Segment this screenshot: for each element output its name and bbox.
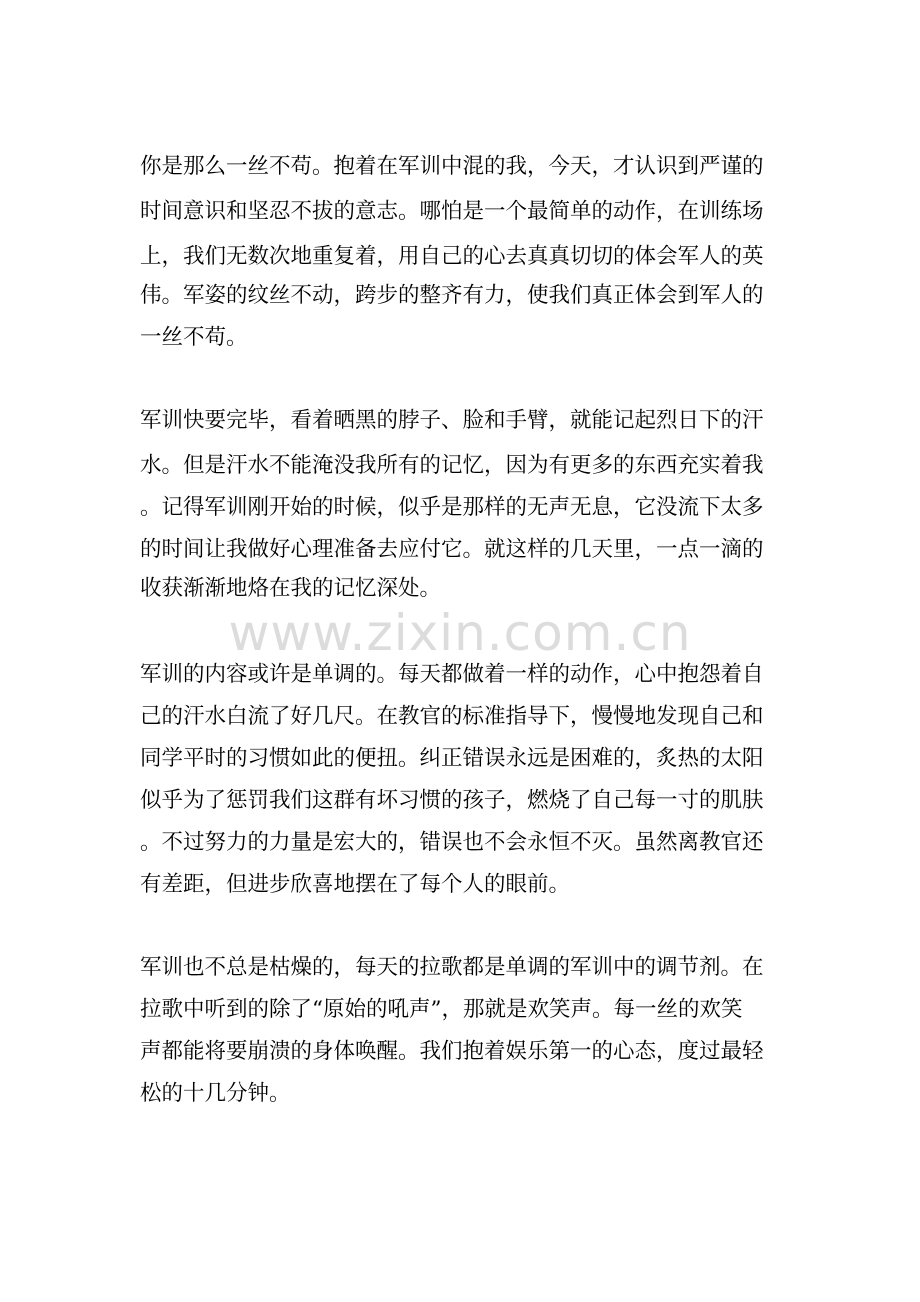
paragraph-line: 收获渐渐地烙在我的记忆深处。 xyxy=(140,576,442,601)
paragraph-line: 水。但是汗水不能淹没我所有的记忆，因为有更多的东西充实着我 xyxy=(140,453,764,478)
paragraph-line: 军训快要完毕，看着晒黑的脖子、脸和手臂，就能记起烈日下的汗 xyxy=(140,408,764,433)
paragraph-line: 松的十几分钟。 xyxy=(140,1081,291,1106)
paragraph-line: 上，我们无数次地重复着，用自己的心去真真切切的体会军人的英 xyxy=(140,244,764,269)
watermark: www.zixin.com.cn xyxy=(228,604,692,662)
paragraph-line: 的时间让我做好心理准备去应付它。就这样的几天里，一点一滴的 xyxy=(140,537,764,562)
paragraph-line: 拉歌中听到的除了“原始的吼声”，那就是欢笑声。每一丝的欢笑 xyxy=(140,997,743,1022)
paragraph-line: 军训也不总是枯燥的，每天的拉歌都是单调的军训中的调节剂。在 xyxy=(140,955,764,980)
paragraph-line: 。记得军训刚开始的时候，似乎是那样的无声无息，它没流下太多 xyxy=(140,495,764,520)
paragraph-line: 有差距，但进步欣喜地摆在了每个人的眼前。 xyxy=(140,872,571,897)
paragraph-line: 你是那么一丝不苟。抱着在军训中混的我，今天，才认识到严谨的 xyxy=(140,154,764,179)
paragraph-line: 时间意识和坚忍不拔的意志。哪怕是一个最简单的动作，在训练场 xyxy=(140,199,764,224)
paragraph-line: 似乎为了惩罚我们这群有坏习惯的孩子，燃烧了自己每一寸的肌肤 xyxy=(140,788,764,813)
paragraph-line: 一丝不苟。 xyxy=(140,325,248,350)
paragraph-line: 军训的内容或许是单调的。每天都做着一样的动作，心中抱怨着自 xyxy=(140,662,764,687)
paragraph-line: 声都能将要崩溃的身体唤醒。我们抱着娱乐第一的心态，度过最轻 xyxy=(140,1039,764,1064)
paragraph-line: 己的汗水白流了好几尺。在教官的标准指导下，慢慢地发现自己和 xyxy=(140,704,764,729)
paragraph-line: 。不过努力的力量是宏大的，错误也不会永恒不灭。虽然离教官还 xyxy=(140,830,764,855)
paragraph-line: 伟。军姿的纹丝不动，跨步的整齐有力，使我们真正体会到军人的 xyxy=(140,283,764,308)
paragraph-line: 同学平时的习惯如此的便扭。纠正错误永远是困难的，炙热的太阳 xyxy=(140,746,764,771)
